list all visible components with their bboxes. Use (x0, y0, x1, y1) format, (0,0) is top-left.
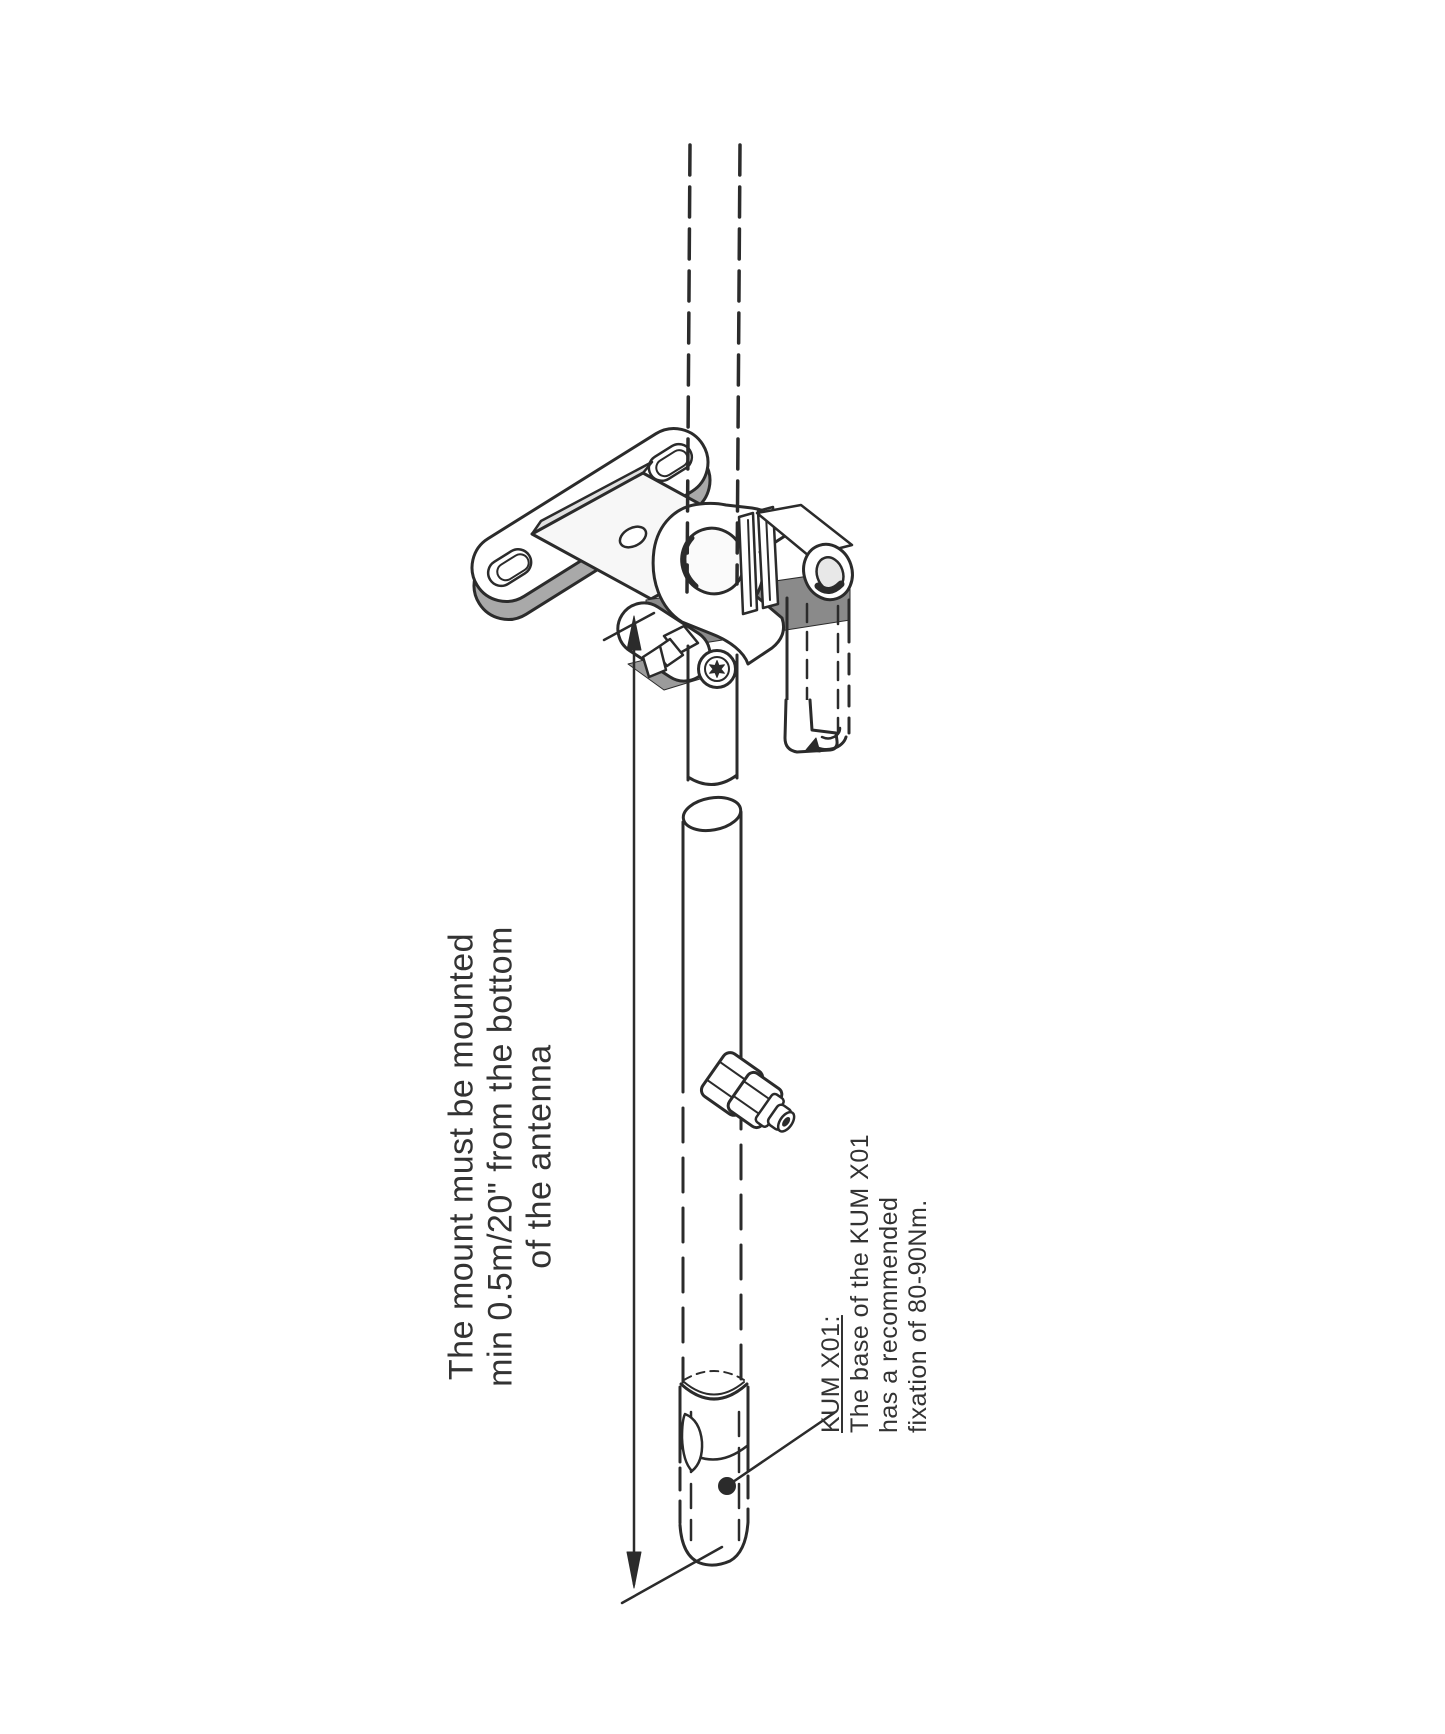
mount-bracket (459, 416, 859, 752)
base-flap (682, 1414, 702, 1471)
callout-line: fixation of 80-90Nm. (904, 1199, 932, 1433)
tube-break (681, 793, 744, 835)
kum-x01-callout (817, 1133, 937, 1433)
dimension-line (604, 613, 722, 1603)
note-line: of the antenna (520, 1044, 559, 1269)
note-line: The mount must be mounted (442, 932, 481, 1381)
arrowhead-down (627, 1552, 641, 1588)
min-distance-note (443, 902, 560, 1412)
callout-line: has a recommended (875, 1196, 903, 1433)
callout-heading: KUM X01: (817, 1315, 845, 1433)
antenna-base-kum-x01 (680, 1371, 748, 1565)
callout-line: The base of the KUM X01 (846, 1133, 874, 1433)
note-line: min 0.5m/20" from the bottom (481, 926, 520, 1387)
leader-dot (719, 1478, 736, 1495)
cable-connector (698, 1049, 806, 1146)
